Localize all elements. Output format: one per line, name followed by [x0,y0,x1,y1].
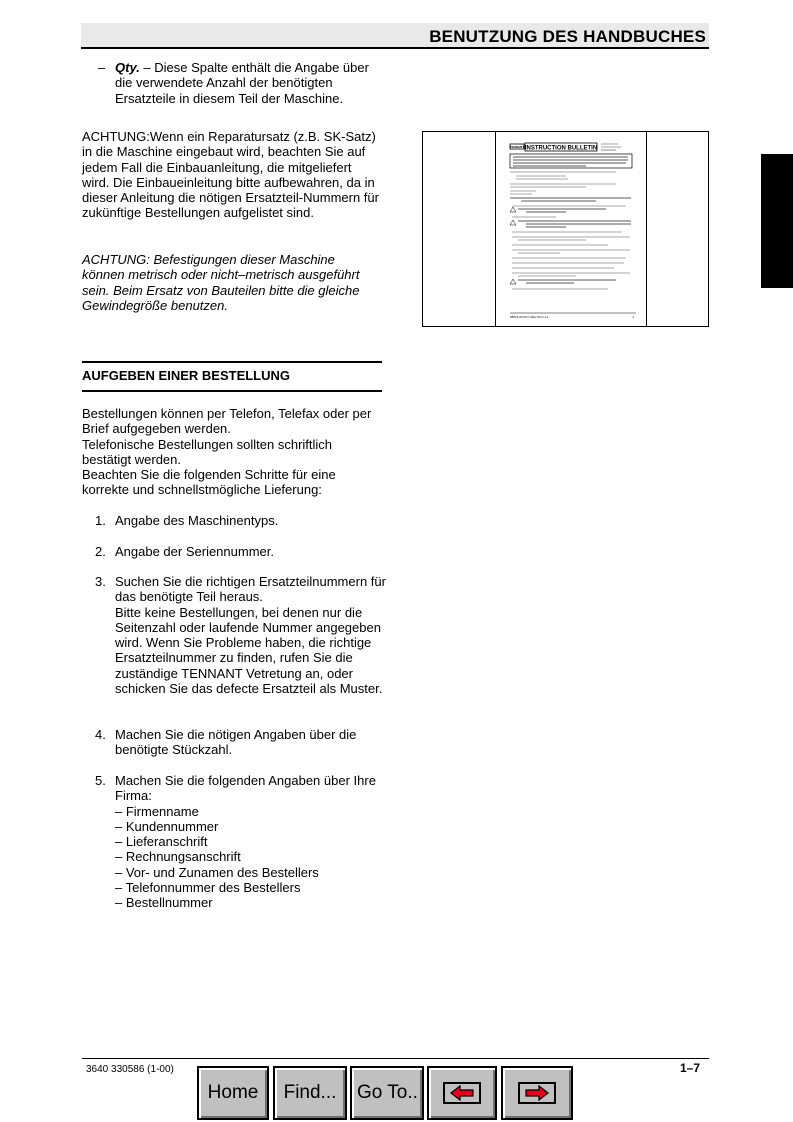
order-step [82,513,392,528]
step-text: Suchen Sie die richtigen Ersatzteilnummern für das benötigte Teil heraus. [115,574,386,605]
step-text: Angabe der Seriennummer. [115,544,274,559]
step-number: 1. [95,513,106,528]
next-page-button[interactable] [501,1066,573,1120]
find-button[interactable] [273,1066,347,1120]
step-text: Machen Sie die folgenden Angaben über Ihre Firma: [115,773,376,804]
instruction-bulletin-page [495,132,647,326]
company-item: – Kundennummer [115,818,219,834]
page-title: BENUTZUNG DES HANDBUCHES [429,27,706,46]
qty-description: – Diese Spalte enthält die Angabe über die verwendete Anzahl der benötigten Ersatzteile in diesem Teil der Maschine. [115,60,369,106]
page-number: 1–7 [680,1061,701,1075]
bullet-dash: – [98,60,106,75]
bulletin-thumbnail-graphic [496,132,646,326]
section-tab-marker [761,154,793,288]
qty-term: Qty. [115,60,140,75]
step-number: 4. [95,727,106,742]
order-step [82,773,382,911]
bulletin-brand: TENNANT [509,145,525,149]
step-text: Machen Sie die nötigen Angaben über die benötigte Stückzahl. [115,727,357,758]
step-number: 2. [95,544,106,559]
home-button-label: Home [207,1082,259,1103]
section-rule-bottom [82,390,382,392]
company-item: – Lieferanschrift [115,834,208,850]
footer-rule [82,1058,709,1059]
step-number: 5. [95,773,106,788]
qty-text [115,60,387,106]
fastener-warning: ACHTUNG: Befestigungen dieser Maschine können metrisch oder nicht–metrisch ausgeführt sein. Beim Ersatz von Bauteilen bitte die gleiche Gewindegröße benutzen. [82,252,360,313]
order-intro [82,406,384,498]
goto-button[interactable] [350,1066,424,1120]
page-header [81,23,709,49]
section-rule-top [82,361,382,363]
bulletin-footer-page: 1 [632,315,634,319]
company-item: – Vor- und Zunamen des Bestellers [115,864,319,880]
home-button[interactable] [197,1066,269,1120]
intro-line: Telefonische Bestellungen sollten schriftlich bestätigt werden. [82,436,333,467]
order-step [82,727,382,758]
company-item: – Bestellnummer [115,895,213,911]
step-detail: Bitte keine Bestellungen, bei denen nur die Seitenzahl oder laufende Nummer angegeben wird. Wenn Sie Probleme haben, die richtige Ersatzteilnummer zu finden, rufen Sie die zuständige TENNANT Vetretung an, oder schicken Sie das defecte Ersatzteil als Muster. [115,604,383,697]
company-item: – Telefonnummer des Bestellers [115,880,301,896]
order-step [82,574,387,696]
find-button-label: Find... [283,1082,337,1103]
previous-page-button[interactable] [427,1066,497,1120]
repair-kit-warning: ACHTUNG:Wenn ein Reparatursatz (z.B. SK-Satz) in die Maschine eingebaut wird, beachten Sie auf jedem Fall die Einbauanleitung, die mitgeliefert wird. Die Einbaueinleitung bitte aufbewahren, da in dieser Anleitung die nötigen Ersatzteil-Nummern für zukünftige Bestellungen aufgelistet sind. [82,129,379,221]
company-item: – Rechnungsanschrift [115,849,241,865]
bulletin-heading: INSTRUCTION BULLETIN [524,145,598,152]
bulletin-footer-code: 98019-83-PLC REV 09 A-1-1 [510,315,549,319]
instruction-bulletin-image [422,131,709,327]
order-step [82,544,392,559]
left-arrow-icon [443,1082,481,1104]
company-item: – Firmenname [115,803,199,819]
section-title: AUFGEBEN EINER BESTELLUNG [82,368,291,383]
intro-line: Beachten Sie die folgenden Schritte für eine korrekte und schnellstmögliche Lieferung: [82,467,336,498]
step-number: 3. [95,574,106,589]
document-code: 3640 330586 (1-00) [86,1064,174,1075]
right-arrow-icon [518,1082,556,1104]
goto-button-label: Go To.. [357,1082,418,1103]
intro-line: Bestellungen können per Telefon, Telefax oder per Brief aufgegeben werden. [82,406,372,437]
step-text: Angabe des Maschinentyps. [115,513,279,528]
